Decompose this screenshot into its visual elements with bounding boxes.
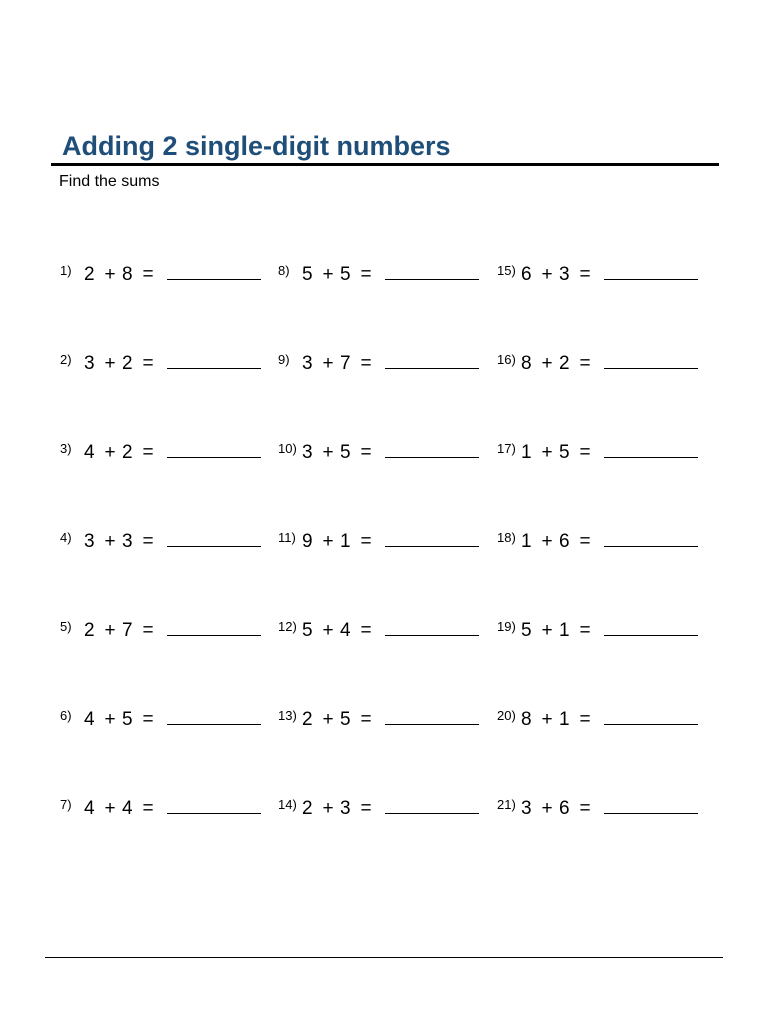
addend-second: 1	[340, 531, 351, 552]
addend-first: 2	[84, 264, 95, 285]
equals-sign: =	[360, 709, 372, 730]
addend-first: 8	[521, 709, 532, 730]
equals-sign: =	[579, 798, 591, 819]
problem-item	[497, 262, 698, 292]
problem-expression	[521, 264, 598, 286]
problem-number: 2)	[60, 352, 72, 367]
problem-expression	[521, 798, 598, 820]
answer-blank[interactable]	[167, 618, 261, 636]
problem-item	[60, 262, 261, 292]
addend-first: 3	[302, 442, 313, 463]
problem-expression	[84, 620, 161, 642]
addend-second: 5	[340, 442, 351, 463]
addend-second: 4	[340, 620, 351, 641]
addend-first: 3	[84, 531, 95, 552]
page-title: Adding 2 single-digit numbers	[62, 131, 451, 161]
problem-item	[497, 618, 698, 648]
equals-sign: =	[142, 620, 154, 641]
addend-second: 2	[559, 353, 570, 374]
equals-sign: =	[360, 531, 372, 552]
answer-blank[interactable]	[167, 529, 261, 547]
answer-blank[interactable]	[167, 262, 261, 280]
problem-expression	[521, 620, 598, 642]
answer-blank[interactable]	[604, 351, 698, 369]
plus-sign: +	[104, 531, 116, 552]
problem-number: 6)	[60, 708, 72, 723]
equals-sign: =	[360, 264, 372, 285]
problem-item	[60, 707, 261, 737]
equals-sign: =	[142, 709, 154, 730]
plus-sign: +	[541, 353, 553, 374]
plus-sign: +	[541, 709, 553, 730]
problem-expression	[521, 709, 598, 731]
addend-first: 1	[521, 531, 532, 552]
problem-number: 8)	[278, 263, 290, 278]
answer-blank[interactable]	[604, 618, 698, 636]
addend-first: 2	[302, 709, 313, 730]
addend-second: 5	[340, 709, 351, 730]
problem-item	[278, 351, 479, 381]
problem-expression	[302, 531, 379, 553]
equals-sign: =	[142, 442, 154, 463]
problem-expression	[521, 442, 598, 464]
problem-item	[60, 440, 261, 470]
plus-sign: +	[104, 353, 116, 374]
problem-item	[60, 529, 261, 559]
addend-first: 5	[302, 264, 313, 285]
addend-first: 3	[302, 353, 313, 374]
problem-item	[497, 707, 698, 737]
problem-item	[278, 262, 479, 292]
problem-expression	[84, 442, 161, 464]
addend-first: 5	[521, 620, 532, 641]
addend-second: 3	[122, 531, 133, 552]
title-divider	[51, 163, 719, 166]
problem-number: 19)	[497, 619, 516, 634]
answer-blank[interactable]	[604, 707, 698, 725]
plus-sign: +	[322, 353, 334, 374]
equals-sign: =	[360, 353, 372, 374]
problem-item	[60, 618, 261, 648]
problem-item	[278, 796, 479, 826]
answer-blank[interactable]	[167, 707, 261, 725]
answer-blank[interactable]	[385, 529, 479, 547]
problem-number: 1)	[60, 263, 72, 278]
addend-first: 5	[302, 620, 313, 641]
equals-sign: =	[360, 620, 372, 641]
equals-sign: =	[579, 709, 591, 730]
plus-sign: +	[322, 531, 334, 552]
plus-sign: +	[104, 264, 116, 285]
addend-first: 6	[521, 264, 532, 285]
problem-number: 7)	[60, 797, 72, 812]
problem-number: 4)	[60, 530, 72, 545]
problem-number: 17)	[497, 441, 516, 456]
addend-second: 4	[122, 798, 133, 819]
plus-sign: +	[104, 620, 116, 641]
equals-sign: =	[142, 264, 154, 285]
problem-number: 20)	[497, 708, 516, 723]
addend-first: 3	[521, 798, 532, 819]
addend-first: 9	[302, 531, 313, 552]
answer-blank[interactable]	[385, 440, 479, 458]
problem-expression	[302, 442, 379, 464]
addend-second: 2	[122, 442, 133, 463]
answer-blank[interactable]	[385, 262, 479, 280]
problem-expression	[84, 264, 161, 286]
problem-number: 14)	[278, 797, 297, 812]
problem-expression	[302, 620, 379, 642]
equals-sign: =	[579, 531, 591, 552]
answer-blank[interactable]	[385, 351, 479, 369]
plus-sign: +	[322, 442, 334, 463]
plus-sign: +	[322, 798, 334, 819]
addend-second: 1	[559, 709, 570, 730]
addend-second: 5	[340, 264, 351, 285]
problem-number: 11)	[278, 530, 296, 545]
problem-item	[497, 796, 698, 826]
answer-blank[interactable]	[385, 707, 479, 725]
problem-expression	[302, 353, 379, 375]
plus-sign: +	[322, 620, 334, 641]
addend-second: 3	[340, 798, 351, 819]
problem-item	[60, 796, 261, 826]
problem-number: 13)	[278, 708, 297, 723]
answer-blank[interactable]	[604, 529, 698, 547]
answer-blank[interactable]	[167, 440, 261, 458]
problem-number: 5)	[60, 619, 72, 634]
plus-sign: +	[322, 264, 334, 285]
answer-blank[interactable]	[604, 796, 698, 814]
problem-expression	[302, 798, 379, 820]
problem-number: 18)	[497, 530, 516, 545]
problem-expression	[521, 353, 598, 375]
problem-item	[278, 707, 479, 737]
plus-sign: +	[104, 709, 116, 730]
problem-number: 10)	[278, 441, 297, 456]
problem-item	[497, 529, 698, 559]
problem-number: 12)	[278, 619, 297, 634]
problem-number: 15)	[497, 263, 516, 278]
plus-sign: +	[541, 442, 553, 463]
plus-sign: +	[104, 442, 116, 463]
addend-second: 6	[559, 798, 570, 819]
problem-item	[497, 351, 698, 381]
addend-second: 8	[122, 264, 133, 285]
problem-expression	[302, 264, 379, 286]
equals-sign: =	[142, 798, 154, 819]
equals-sign: =	[579, 620, 591, 641]
addend-first: 8	[521, 353, 532, 374]
problem-expression	[84, 798, 161, 820]
problem-item	[278, 529, 479, 559]
answer-blank[interactable]	[167, 796, 261, 814]
addend-second: 2	[122, 353, 133, 374]
problem-number: 9)	[278, 352, 290, 367]
answer-blank[interactable]	[604, 440, 698, 458]
plus-sign: +	[322, 709, 334, 730]
problem-number: 16)	[497, 352, 516, 367]
addend-second: 7	[122, 620, 133, 641]
addend-first: 4	[84, 442, 95, 463]
addend-second: 7	[340, 353, 351, 374]
addend-second: 5	[122, 709, 133, 730]
addend-first: 1	[521, 442, 532, 463]
addend-first: 2	[84, 620, 95, 641]
problem-expression	[84, 531, 161, 553]
addend-second: 6	[559, 531, 570, 552]
plus-sign: +	[541, 264, 553, 285]
equals-sign: =	[579, 264, 591, 285]
equals-sign: =	[142, 353, 154, 374]
addend-first: 4	[84, 798, 95, 819]
answer-blank[interactable]	[167, 351, 261, 369]
answer-blank[interactable]	[385, 796, 479, 814]
equals-sign: =	[579, 442, 591, 463]
problem-item	[278, 618, 479, 648]
problem-expression	[521, 531, 598, 553]
plus-sign: +	[541, 620, 553, 641]
problem-item	[497, 440, 698, 470]
addend-first: 2	[302, 798, 313, 819]
footer-divider	[45, 957, 723, 958]
addend-second: 3	[559, 264, 570, 285]
plus-sign: +	[541, 798, 553, 819]
problem-item	[278, 440, 479, 470]
equals-sign: =	[360, 442, 372, 463]
problem-expression	[302, 709, 379, 731]
instructions-text: Find the sums	[59, 173, 160, 190]
answer-blank[interactable]	[385, 618, 479, 636]
problem-item	[60, 351, 261, 381]
addend-first: 3	[84, 353, 95, 374]
problem-expression	[84, 353, 161, 375]
plus-sign: +	[104, 798, 116, 819]
problem-number: 21)	[497, 797, 516, 812]
equals-sign: =	[142, 531, 154, 552]
answer-blank[interactable]	[604, 262, 698, 280]
plus-sign: +	[541, 531, 553, 552]
addend-first: 4	[84, 709, 95, 730]
problem-number: 3)	[60, 441, 72, 456]
equals-sign: =	[360, 798, 372, 819]
addend-second: 5	[559, 442, 570, 463]
equals-sign: =	[579, 353, 591, 374]
addend-second: 1	[559, 620, 570, 641]
problem-expression	[84, 709, 161, 731]
